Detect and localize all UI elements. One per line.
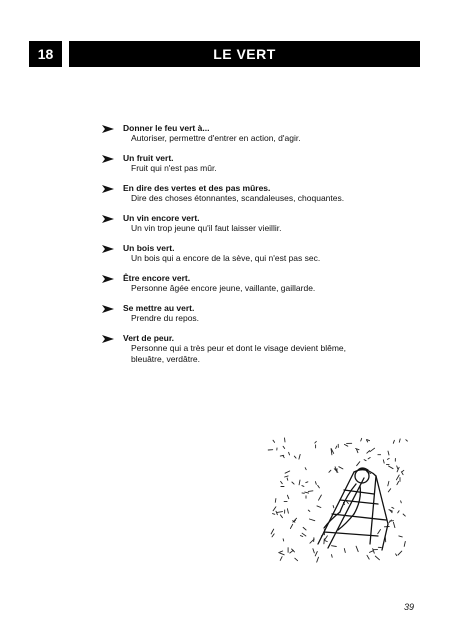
expression-list <box>102 123 402 365</box>
list-item <box>102 153 402 174</box>
expression-definition: Personne âgée encore jeune, vaillante, gaillarde. <box>131 283 316 293</box>
expression-title: Vert de peur. <box>123 333 175 343</box>
expression-title: Se mettre au vert. <box>123 303 195 313</box>
expression-definition: Un vin trop jeune qu'il faut laisser vieillir. <box>131 223 282 233</box>
expression-title: Un fruit vert. <box>123 153 174 163</box>
list-item <box>102 273 402 294</box>
expression-title: En dire des vertes et des pas mûres. <box>123 183 271 193</box>
expression-title: Un bois vert. <box>123 243 175 253</box>
expression-title: Être encore vert. <box>123 273 191 283</box>
expression-definition: Un bois qui a encore de la sève, qui n'est pas sec. <box>131 253 321 263</box>
arrow-bullet-icon <box>102 155 114 163</box>
expression-definition: Autoriser, permettre d'entrer en action, d'agir. <box>131 133 301 143</box>
expression-definition: Prendre du repos. <box>131 313 200 323</box>
arrow-bullet-icon <box>102 215 114 223</box>
arrow-bullet-icon <box>102 335 114 343</box>
page-number: 39 <box>404 602 415 612</box>
expression-definition: Personne qui a très peur et dont le visage devient blême, bleuâtre, verdâtre. <box>131 343 346 364</box>
chapter-title: LE VERT <box>69 41 420 67</box>
expression-definition: Dire des choses étonnantes, scandaleuses, choquantes. <box>131 193 345 203</box>
arrow-bullet-icon <box>102 305 114 313</box>
list-item <box>102 243 402 264</box>
arrow-bullet-icon <box>102 125 114 133</box>
expression-title: Donner le feu vert à... <box>123 123 210 133</box>
list-item <box>102 123 402 144</box>
list-item <box>102 183 402 204</box>
arrow-bullet-icon <box>102 245 114 253</box>
list-item <box>102 333 402 365</box>
deckchair-illustration <box>266 432 412 565</box>
list-item <box>102 213 402 234</box>
expression-definition: Fruit qui n'est pas mûr. <box>131 163 217 173</box>
arrow-bullet-icon <box>102 275 114 283</box>
list-item <box>102 303 402 324</box>
arrow-bullet-icon <box>102 185 114 193</box>
expression-title: Un vin encore vert. <box>123 213 200 223</box>
chapter-number: 18 <box>29 41 62 67</box>
